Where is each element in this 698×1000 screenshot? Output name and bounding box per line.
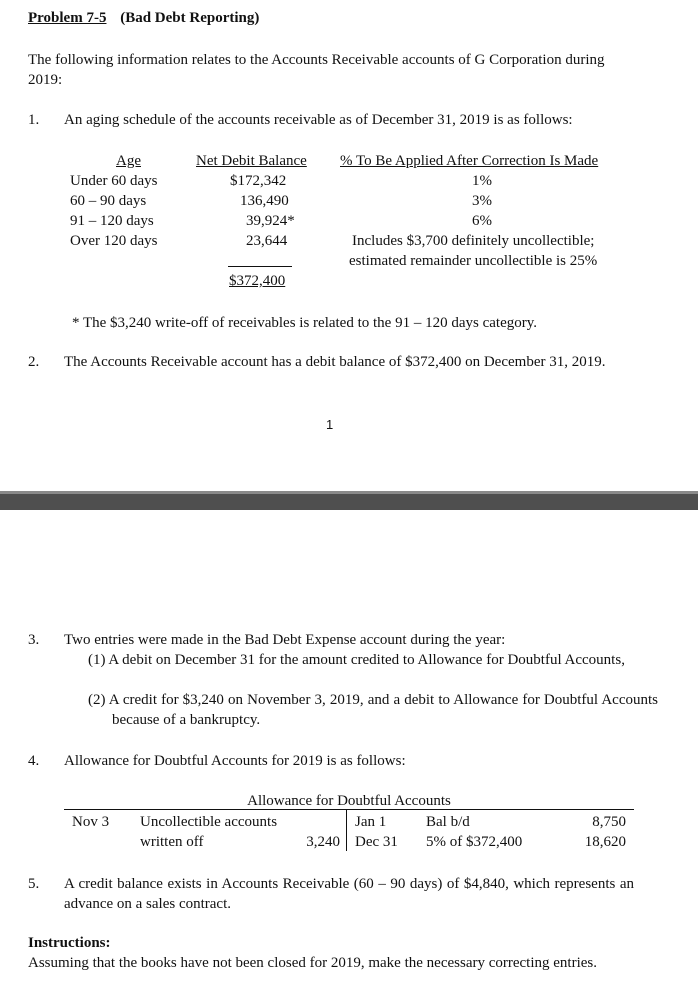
problem-subtitle: (Bad Debt Reporting) — [120, 10, 260, 26]
aging-row-age: Over 120 days — [70, 233, 158, 249]
item-1-number: 1. — [28, 112, 40, 128]
aging-row-age: 60 – 90 days — [70, 193, 147, 209]
total-rule — [228, 266, 292, 267]
item-2-number: 2. — [28, 354, 40, 370]
credit-date: Dec 31 — [355, 834, 398, 850]
debit-date: Nov 3 — [72, 814, 110, 830]
aging-header-age: Age — [116, 153, 141, 169]
item-3-sub-1: (1) A debit on December 31 for the amount credited to Allowance for Doubtful Accounts, — [88, 652, 625, 668]
aging-row-balance: 136,490 — [240, 193, 289, 209]
debit-amount: 3,240 — [306, 834, 340, 850]
problem-number: Problem 7-5 — [28, 10, 107, 26]
aging-row-age: 91 – 120 days — [70, 213, 154, 229]
intro-paragraph: The following information relates to the Accounts Receivable accounts of G Corporation during 2019: — [28, 52, 605, 88]
item-1-text: An aging schedule of the accounts receivable as of December 31, 2019 is as follows: — [64, 112, 573, 128]
t-account-top-rule — [64, 809, 634, 810]
credit-amount: 8,750 — [592, 814, 626, 830]
aging-row-age: Under 60 days — [70, 173, 158, 189]
item-5-number: 5. — [28, 876, 40, 892]
item-5-text: A credit balance exists in Accounts Receivable (60 – 90 days) of $4,840, which represents an advance on a sales contract. — [64, 876, 634, 912]
aging-header-balance: Net Debit Balance — [196, 153, 307, 169]
credit-description: 5% of $372,400 — [426, 834, 523, 850]
t-account-title: Allowance for Doubtful Accounts — [247, 793, 451, 809]
credit-amount: 18,620 — [584, 834, 626, 850]
aging-row-percent: 6% — [472, 213, 492, 229]
instructions-text: Assuming that the books have not been closed for 2019, make the necessary correcting entries. — [28, 955, 597, 971]
t-account-center-rule — [346, 809, 347, 851]
debit-description: Uncollectible accounts — [140, 814, 278, 830]
item-4-text: Allowance for Doubtful Accounts for 2019 is as follows: — [64, 753, 406, 769]
aging-row-balance: $172,342 — [230, 173, 287, 189]
page-break — [0, 494, 698, 510]
aging-footnote: * The $3,240 write-off of receivables is related to the 91 – 120 days category. — [72, 315, 537, 331]
aging-row-percent: 3% — [472, 193, 492, 209]
aging-percent-note: estimated remainder uncollectible is 25% — [349, 253, 598, 269]
aging-row-balance: 23,644 — [246, 233, 288, 249]
credit-description: Bal b/d — [426, 814, 470, 830]
debit-description-cont: written off — [140, 834, 204, 850]
page-title — [28, 8, 259, 28]
aging-header-percent: % To Be Applied After Correction Is Made — [340, 153, 599, 169]
item-2-text: The Accounts Receivable account has a debit balance of $372,400 on December 31, 2019. — [64, 354, 606, 370]
aging-total: $372,400 — [229, 273, 286, 289]
item-3-text: Two entries were made in the Bad Debt Expense account during the year: — [64, 632, 506, 648]
item-3-number: 3. — [28, 632, 40, 648]
aging-row-percent: Includes $3,700 definitely uncollectible; — [352, 233, 595, 249]
aging-row-percent: 1% — [472, 173, 492, 189]
item-4-number: 4. — [28, 753, 40, 769]
page-number: 1 — [326, 417, 334, 432]
item-3-sub-2: (2) A credit for $3,240 on November 3, 2019, and a debit to Allowance for Doubtful Accounts because of a bankruptcy. — [88, 692, 658, 728]
aging-row-balance: 39,924* — [246, 213, 295, 229]
instructions-heading: Instructions: — [28, 935, 111, 951]
credit-date: Jan 1 — [355, 814, 387, 830]
